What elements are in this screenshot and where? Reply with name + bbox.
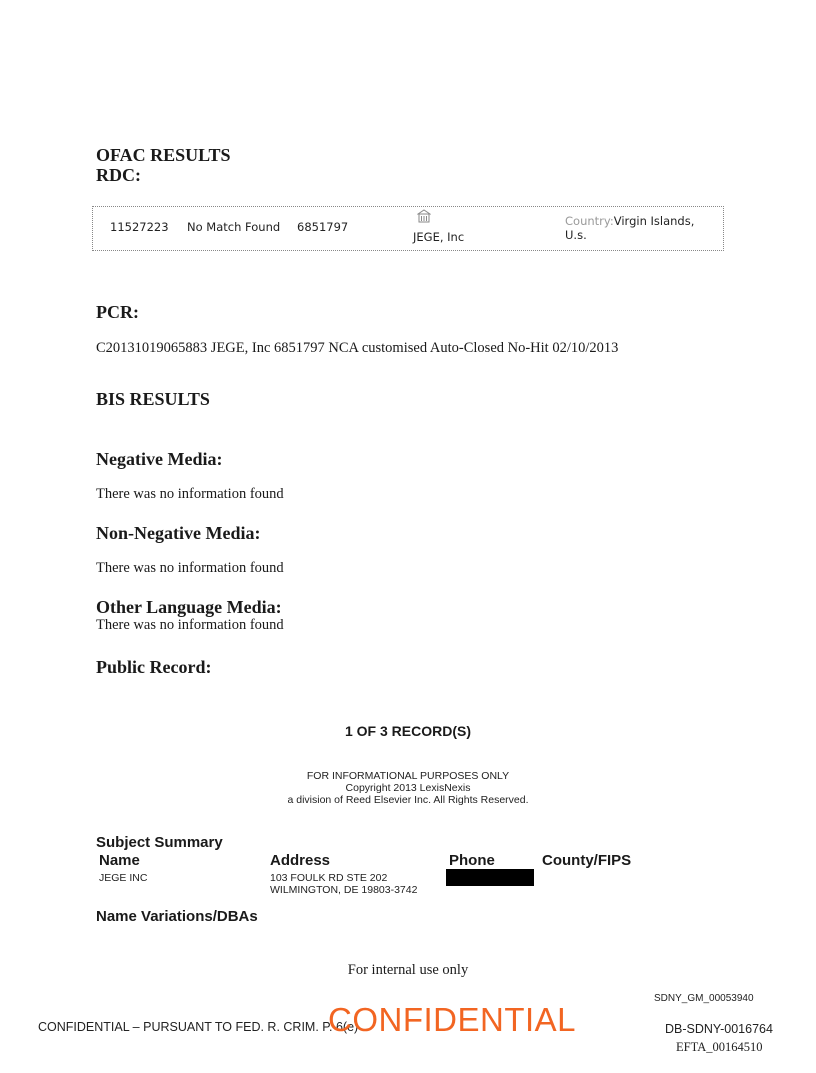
rdc-heading: RDC: xyxy=(96,165,141,185)
col-phone: Phone xyxy=(449,852,495,869)
notice-line-3: a division of Reed Elsevier Inc. All Rights Reserved. xyxy=(287,794,529,806)
country-value: Virgin Islands, xyxy=(613,214,695,228)
col-county: County/FIPS xyxy=(542,852,632,869)
public-record-heading: Public Record: xyxy=(96,657,212,677)
ofac-heading: OFAC RESULTS xyxy=(96,145,231,165)
building-icon xyxy=(417,209,431,223)
col-address: Address xyxy=(270,852,331,869)
address-line-2: WILMINGTON, DE 19803-3742 xyxy=(270,884,418,896)
country-value-cont: U.s. xyxy=(565,228,587,242)
address-line-1: 103 FOULK RD STE 202 xyxy=(270,872,388,884)
internal-use-note: For internal use only xyxy=(347,962,469,978)
rdc-result-row xyxy=(92,206,724,251)
rdc-status: No Match Found xyxy=(187,220,281,234)
notice-line-2: Copyright 2013 LexisNexis xyxy=(345,782,471,794)
record-count: 1 OF 3 RECORD(S) xyxy=(344,723,471,739)
non-negative-media-heading: Non-Negative Media: xyxy=(96,523,261,543)
negative-media-heading: Negative Media: xyxy=(96,449,223,469)
notice-line-1: FOR INFORMATIONAL PURPOSES ONLY xyxy=(306,770,510,782)
confidential-stamp: CONFIDENTIAL xyxy=(328,1001,577,1038)
country-label: Country: xyxy=(565,214,614,228)
confidential-notice: CONFIDENTIAL – PURSUANT TO FED. R. CRIM. P. 6(e) xyxy=(38,1020,359,1034)
pcr-heading: PCR: xyxy=(96,302,139,322)
col-name: Name xyxy=(99,852,140,869)
lexis-notice xyxy=(0,770,816,806)
other-language-media-text: There was no information found xyxy=(96,617,284,633)
bates-db-sdny: DB-SDNY-0016764 xyxy=(665,1022,773,1036)
negative-media-text: There was no information found xyxy=(96,486,284,502)
rdc-entity: JEGE, Inc xyxy=(413,230,465,244)
pcr-text: C20131019065883 JEGE, Inc 6851797 NCA customised Auto-Closed No-Hit 02/10/2013 xyxy=(96,340,619,356)
non-negative-media-text: There was no information found xyxy=(96,560,284,576)
bates-efta: EFTA_00164510 xyxy=(676,1040,763,1054)
redaction-bar xyxy=(446,869,534,886)
bis-heading: BIS RESULTS xyxy=(96,389,210,409)
other-language-media-heading: Other Language Media: xyxy=(96,597,282,617)
subject-address xyxy=(270,872,417,896)
subject-name: JEGE INC xyxy=(99,872,148,884)
rdc-country xyxy=(565,214,694,228)
bates-sdny-gm: SDNY_GM_00053940 xyxy=(654,993,754,1004)
rdc-number: 6851797 xyxy=(297,220,349,234)
name-variations-heading: Name Variations/DBAs xyxy=(96,908,258,925)
rdc-id: 11527223 xyxy=(110,220,169,234)
subject-summary-heading: Subject Summary xyxy=(96,834,223,851)
